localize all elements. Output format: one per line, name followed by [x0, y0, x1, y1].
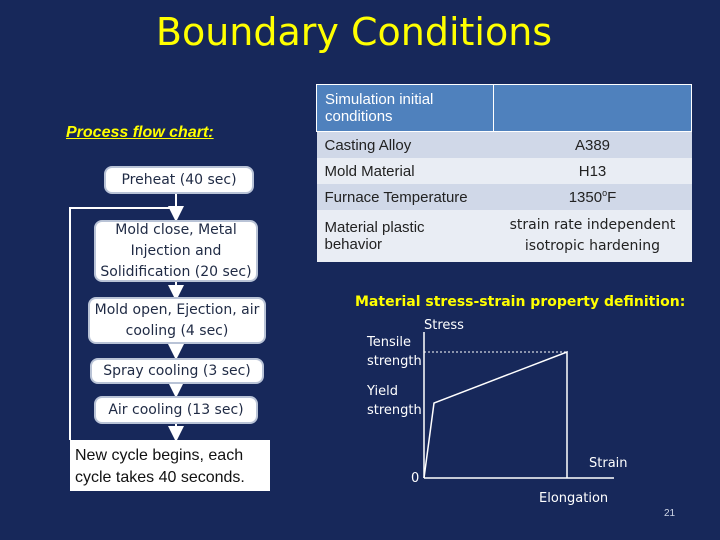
slide-title: Boundary Conditions	[155, 10, 553, 54]
row-value-plastic-behavior: strain rate independent isotropic hardening	[494, 210, 692, 262]
stress-strain-heading: Material stress-strain property definition:	[355, 294, 686, 310]
origin-label: 0	[411, 471, 420, 486]
flow-final-note: New cycle begins, each cycle takes 40 seconds.	[70, 440, 270, 491]
row-label-furnace-temperature: Furnace Temperature	[317, 184, 494, 210]
elongation-label: Elongation	[539, 491, 609, 506]
row-value-mold-material: H13	[494, 158, 692, 184]
furnace-temp-number: 1350	[568, 189, 603, 206]
row-label-casting-alloy: Casting Alloy	[317, 132, 494, 159]
furnace-temp-degree: o	[602, 188, 608, 198]
row-value-casting-alloy: A389	[494, 132, 692, 159]
page-number: 21	[664, 508, 676, 519]
flow-step-preheat: Preheat (40 sec)	[104, 166, 254, 194]
yield-strength-label: Yield strength	[367, 384, 422, 418]
strain-axis-label: Strain	[589, 456, 628, 471]
table-header-label: Simulation initial conditions	[317, 85, 494, 132]
stress-strain-line	[424, 352, 567, 478]
row-label-mold-material: Mold Material	[317, 158, 494, 184]
row-label-plastic-behavior: Material plastic behavior	[317, 210, 494, 262]
tensile-strength-label: Tensile strength	[367, 335, 422, 369]
flow-step-ejection: Mold open, Ejection, air cooling (4 sec)	[88, 297, 266, 344]
flow-step-injection: Mold close, Metal Injection and Solidification (20 sec)	[94, 220, 258, 282]
flow-step-spray-cooling: Spray cooling (3 sec)	[90, 358, 264, 384]
stress-axis-label: Stress	[424, 318, 464, 333]
furnace-temp-unit: F	[607, 189, 617, 206]
flow-step-air-cooling: Air cooling (13 sec)	[94, 396, 258, 424]
flow-chart-heading: Process flow chart:	[66, 124, 214, 141]
